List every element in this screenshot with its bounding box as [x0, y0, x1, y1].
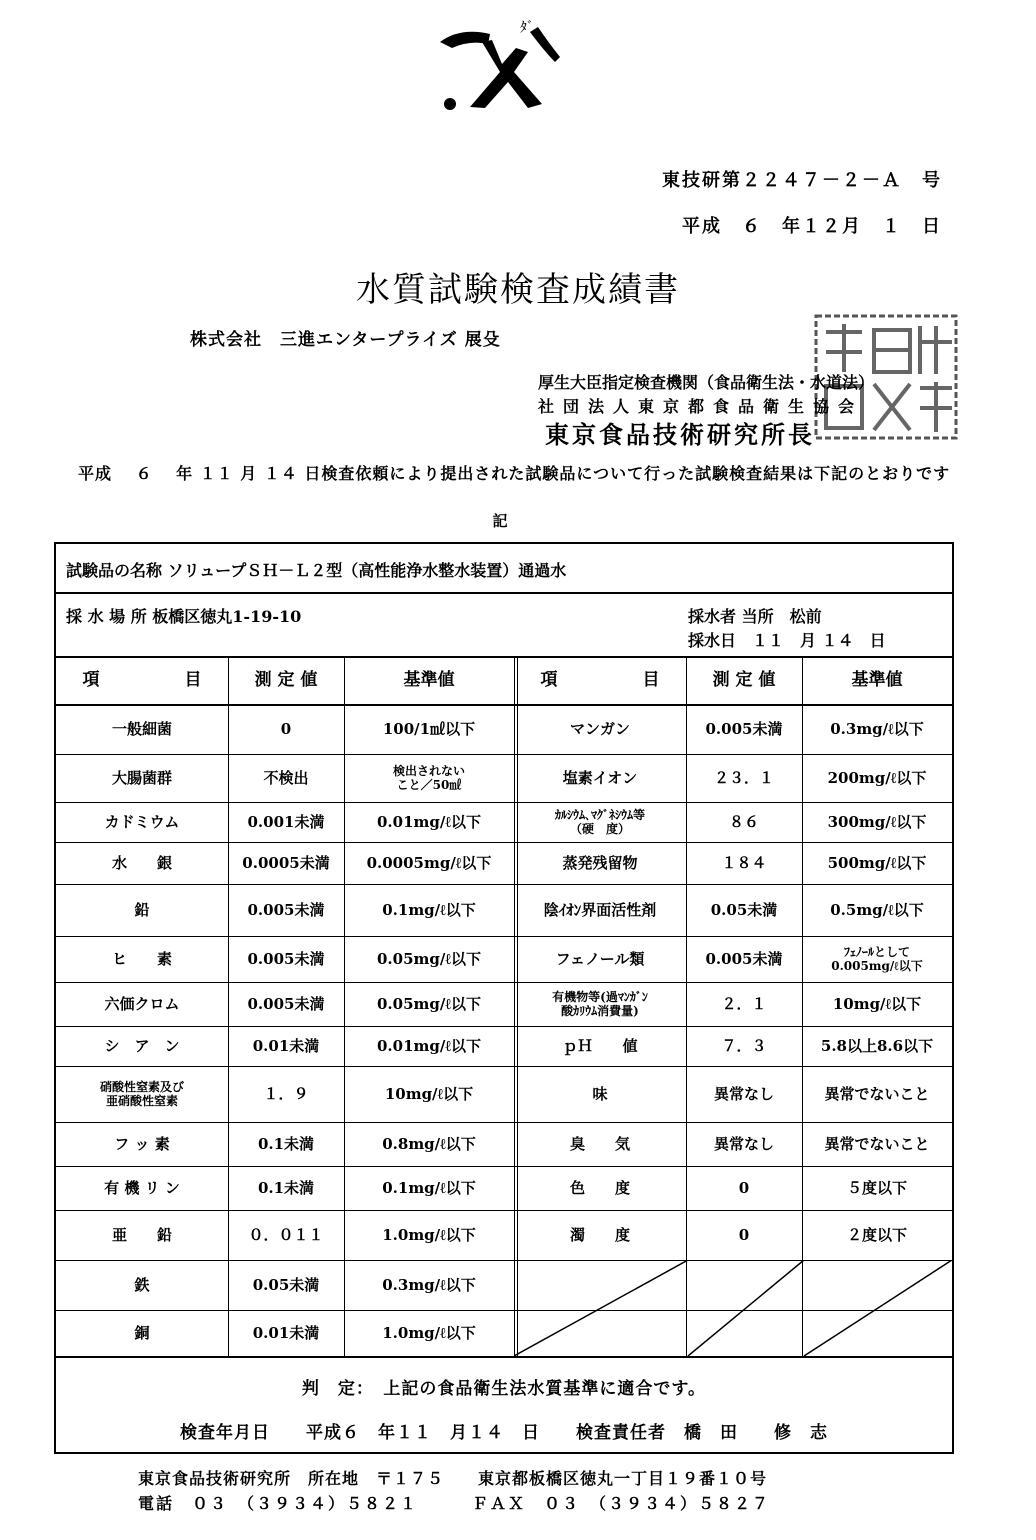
left-item-name: 有 機 リ ン — [104, 1179, 180, 1197]
left-measured-value: 0.1未満 — [257, 1179, 315, 1197]
left-standard-value: 10mg/ℓ以下 — [384, 1085, 474, 1103]
addressee: 株式会社 三進エンタープライズ 展殳 — [190, 330, 501, 350]
empty-cell-slash — [514, 1260, 688, 1356]
column-header-value: 測 定 値 — [254, 670, 318, 690]
right-measured-value: ２３．１ — [713, 769, 774, 787]
sample-name-row — [56, 544, 952, 594]
left-item-name: 六価クロム — [104, 995, 180, 1013]
left-measured-value: 0.05未満 — [252, 1276, 320, 1294]
left-measured-value: 不検出 — [263, 769, 309, 787]
left-item-name: 大腸菌群 — [111, 769, 172, 787]
left-measured-value: 0.1未満 — [257, 1135, 315, 1153]
right-item-name: フェノール類 — [555, 950, 645, 968]
right-standard-value: 異常でないこと — [824, 1135, 930, 1153]
right-measured-value: １８４ — [721, 854, 767, 872]
left-standard-value: 0.8mg/ℓ以下 — [382, 1135, 476, 1153]
left-standard-value: 0.1mg/ℓ以下 — [382, 1179, 476, 1197]
right-item-name: ｐＨ 値 — [562, 1037, 638, 1055]
left-item-name: 硝酸性窒素及び 亜硝酸性窒素 — [99, 1080, 184, 1108]
right-item-name: 有機物等(過ﾏﾝｶﾞﾝ 酸ｶﾘｳﾑ消費量) — [552, 990, 648, 1018]
right-standard-value: ２度以下 — [846, 1226, 907, 1244]
empty-cell-slash — [688, 1260, 804, 1356]
intro-text: 平成 ６ 年 １１ 月 １４ 日検査依頼により提出された試験品について行った試験検査結果は下記のとおりです — [78, 464, 951, 483]
footer-address: 東京食品技術研究所 所在地 〒１７５ 東京都板橋区徳丸一丁目１９番１０号 — [138, 1469, 768, 1488]
right-item-name: 色 度 — [569, 1179, 630, 1197]
emblem-logo — [430, 12, 570, 112]
left-standard-value: 0.3mg/ℓ以下 — [382, 1276, 476, 1294]
left-item-name: 鉛 — [134, 901, 150, 919]
issuer-institute: 東京食品技術研究所長 — [545, 420, 815, 449]
right-item-name: 味 — [592, 1085, 608, 1103]
right-item-name: 塩素イオン — [562, 769, 638, 787]
column-header-item: 項 目 — [540, 670, 660, 690]
right-standard-value: ﾌｪﾉｰﾙとして 0.005mg/ℓ以下 — [831, 945, 923, 973]
sample-location-row — [56, 592, 952, 658]
left-measured-value: 0.005未満 — [247, 995, 325, 1013]
right-measured-value: 異常なし — [713, 1085, 774, 1103]
right-measured-value: 異常なし — [713, 1135, 774, 1153]
left-standard-value: 検出されない こと／50㎖ — [392, 764, 465, 792]
left-measured-value: ０．０１１ — [248, 1226, 324, 1244]
left-standard-value: 100/1㎖以下 — [382, 720, 476, 738]
column-header-value: 測 定 値 — [712, 670, 776, 690]
left-standard-value: 1.0mg/ℓ以下 — [382, 1226, 476, 1244]
ki-mark: 記 — [492, 512, 508, 530]
left-standard-value: 1.0mg/ℓ以下 — [382, 1324, 476, 1342]
right-measured-value: ２．１ — [721, 995, 767, 1013]
empty-cell-slashes — [514, 1260, 952, 1356]
left-item-name: フ ッ 素 — [114, 1135, 170, 1153]
right-standard-value: ５度以下 — [846, 1179, 907, 1197]
left-measured-value: 0.01未満 — [252, 1324, 320, 1342]
page-title: 水質試験検査成績書 — [356, 270, 680, 310]
right-standard-value: 200mg/ℓ以下 — [827, 769, 927, 787]
right-measured-value: 0.05未満 — [710, 901, 778, 919]
left-standard-value: 0.05mg/ℓ以下 — [377, 950, 481, 968]
right-item-name: マンガン — [569, 720, 630, 738]
table-bottom-border — [56, 1356, 952, 1358]
empty-cell-slash — [804, 1260, 952, 1356]
document-number: 東技研第２２４７－２－Ａ 号 — [662, 170, 942, 191]
left-standard-value: 0.01mg/ℓ以下 — [377, 813, 481, 831]
left-standard-value: 0.1mg/ℓ以下 — [382, 901, 476, 919]
left-standard-value: 0.0005mg/ℓ以下 — [366, 854, 492, 872]
left-item-name: ヒ 素 — [111, 950, 172, 968]
left-measured-value: １．９ — [263, 1085, 309, 1103]
right-measured-value: 0.005未満 — [705, 720, 783, 738]
column-header-standard: 基準値 — [851, 670, 903, 690]
left-standard-value: 0.05mg/ℓ以下 — [377, 995, 481, 1013]
footer-phone-fax: 電話 ０３ （３９３４）５８２１ ＦＡＸ ０３ （３９３４）５８２７ — [138, 1494, 771, 1513]
left-item-name: シ ア ン — [104, 1037, 180, 1055]
left-item-name: 一般細菌 — [111, 720, 172, 738]
inspection-info: 検査年月日 平成６ 年１１ 月１４ 日 検査責任者 橋 田 修 志 — [180, 1423, 828, 1443]
right-measured-value: 0 — [738, 1226, 750, 1244]
left-measured-value: 0.005未満 — [247, 901, 325, 919]
right-standard-value: 異常でないこと — [824, 1085, 930, 1103]
right-item-name: 濁 度 — [569, 1226, 630, 1244]
right-measured-value: 0.005未満 — [705, 950, 783, 968]
right-standard-value: 0.3mg/ℓ以下 — [830, 720, 924, 738]
issue-date: 平成 ６ 年１２月 １ 日 — [682, 216, 942, 237]
right-measured-value: ７．３ — [721, 1037, 767, 1055]
sampler: 採水者 当所 松前 — [688, 607, 822, 626]
judgment-text: 判 定： 上記の食品衛生法水質基準に適合です。 — [301, 1379, 707, 1399]
right-measured-value: 0 — [738, 1179, 750, 1197]
right-measured-value: ８６ — [728, 813, 759, 831]
left-measured-value: 0.01未満 — [252, 1037, 320, 1055]
right-standard-value: 10mg/ℓ以下 — [832, 995, 922, 1013]
sampling-location: 採 水 場 所 板橋区徳丸1-19-10 — [66, 607, 302, 626]
right-standard-value: 0.5mg/ℓ以下 — [830, 901, 924, 919]
column-header-standard: 基準値 — [403, 670, 455, 690]
issuer-designation: 厚生大臣指定検査機関（食品衛生法・水道法） — [538, 373, 875, 392]
left-measured-value: 0 — [280, 720, 292, 738]
sample-name: 試験品の名称 ソリュープＳＨ－Ｌ２型（高性能浄水整水装置）通過水 — [66, 561, 567, 580]
left-item-name: 水 銀 — [111, 854, 172, 872]
right-item-name: 陰ｲｵﾝ界面活性剤 — [543, 901, 657, 919]
issuer-association: 社団法人東京都食品衛生協会 — [538, 397, 864, 416]
right-item-name: ｶﾙｼｳﾑ､ﾏｸﾞﾈｼｳﾑ等 （硬 度） — [554, 808, 645, 836]
sampling-date: 採水日 １１ 月 １４ 日 — [688, 631, 886, 650]
right-standard-value: 300mg/ℓ以下 — [827, 813, 927, 831]
left-measured-value: 0.0005未満 — [242, 854, 330, 872]
left-item-name: カドミウム — [104, 813, 180, 831]
left-item-name: 銅 — [134, 1324, 150, 1342]
svg-text:ﾀﾞ: ﾀﾞ — [520, 20, 534, 36]
left-measured-value: 0.005未満 — [247, 950, 325, 968]
left-standard-value: 0.01mg/ℓ以下 — [377, 1037, 481, 1055]
left-item-name: 鉄 — [134, 1276, 150, 1294]
results-table — [54, 542, 954, 1454]
right-standard-value: 500mg/ℓ以下 — [827, 854, 927, 872]
column-header-item: 項 目 — [82, 670, 202, 690]
left-item-name: 亜 鉛 — [111, 1226, 172, 1244]
right-standard-value: 5.8以上8.6以下 — [820, 1037, 934, 1055]
right-item-name: 臭 気 — [569, 1135, 630, 1153]
left-measured-value: 0.001未満 — [247, 813, 325, 831]
right-item-name: 蒸発残留物 — [562, 854, 638, 872]
